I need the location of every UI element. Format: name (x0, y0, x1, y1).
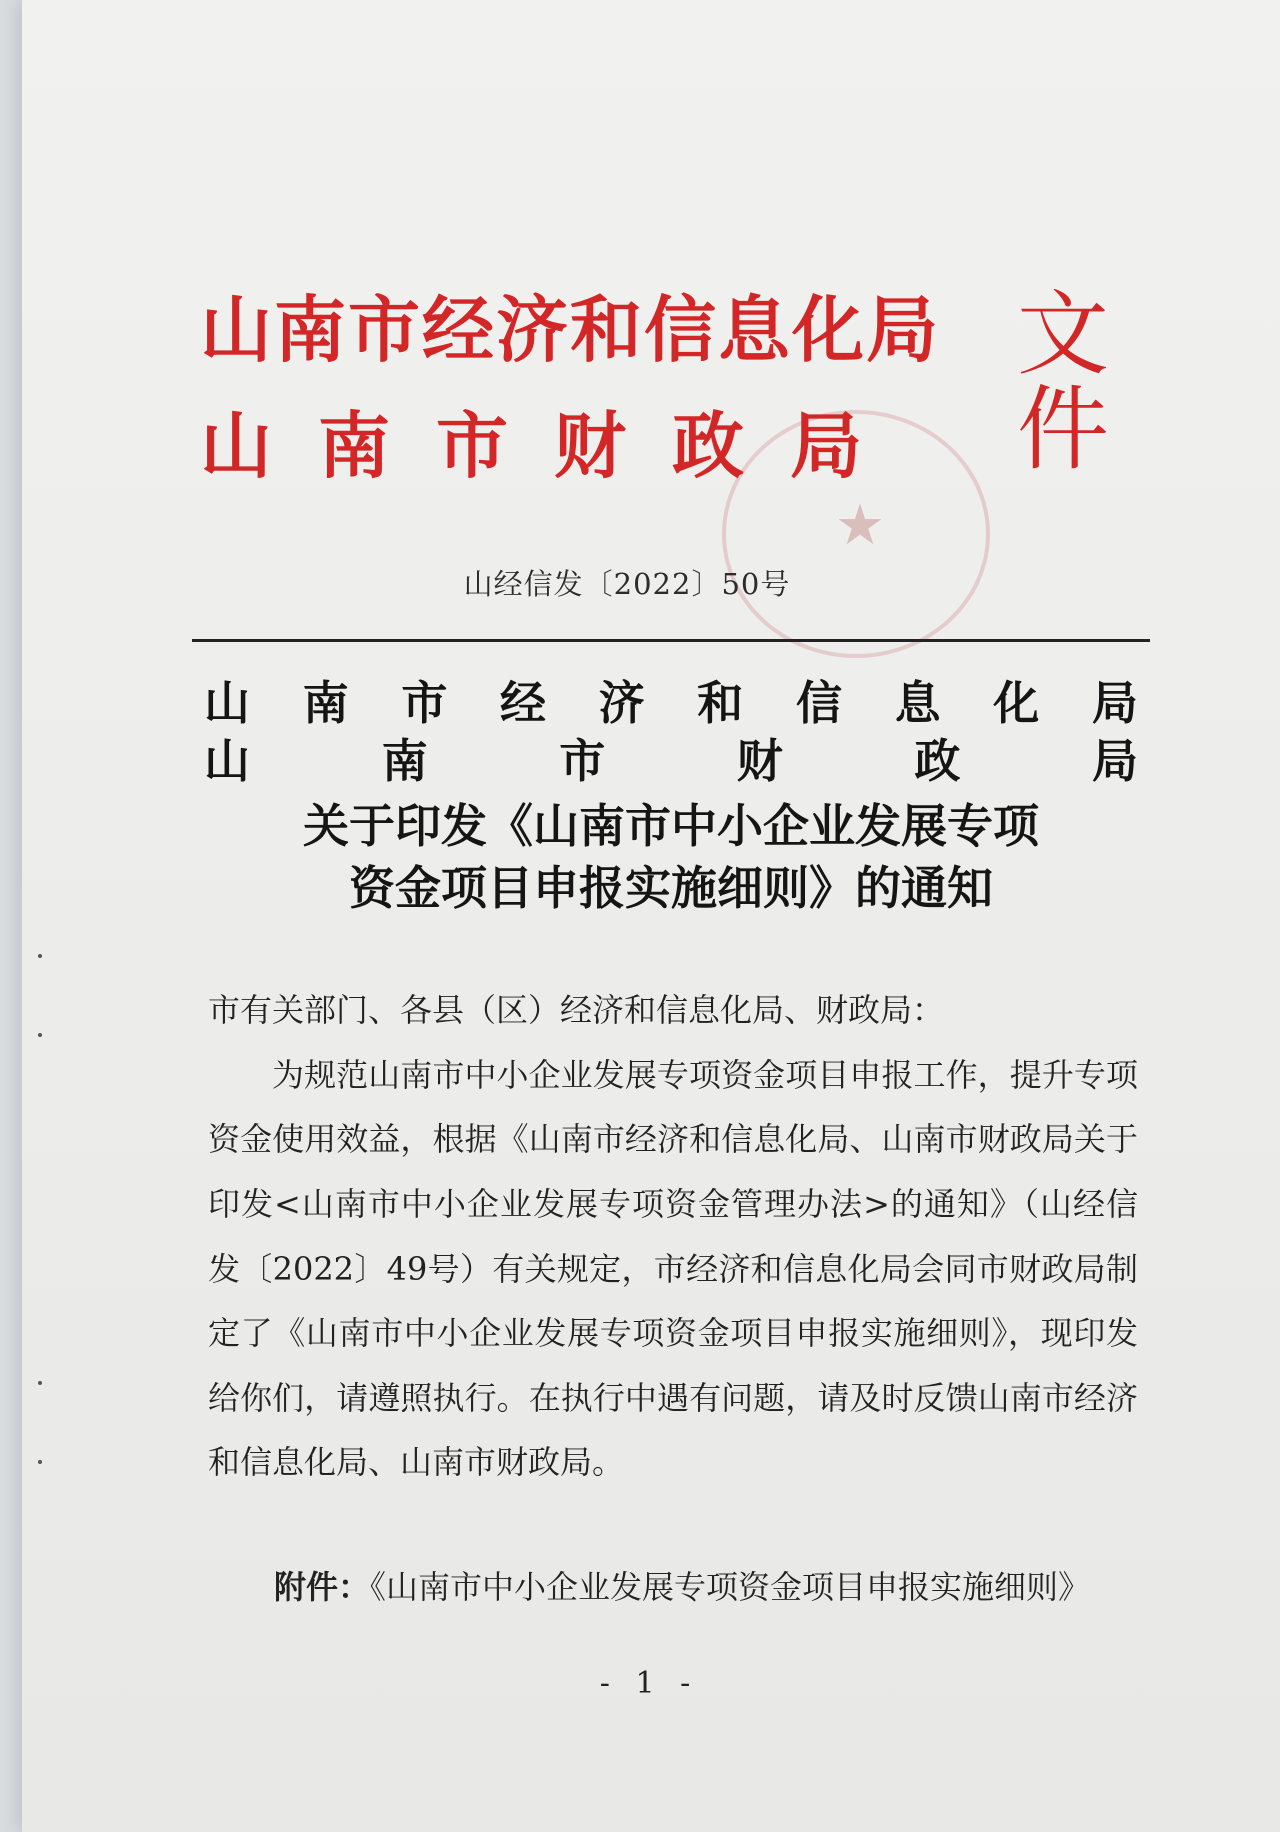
attachment-label: 附件： (274, 1568, 371, 1606)
attachment-line (274, 1562, 1134, 1608)
body-paragraph: 为规范山南市中小企业发展专项资金项目申报工作，提升专项资金使用效益，根据《山南市经济和信息化局、山南市财政局关于印发<山南市中小企业发展专项资金管理办法>的通知》（山经信发〔2022〕49号）有关规定，市经济和信息化局会同市财政局制定了《山南市中小企业发展专项资金项目申报实施细则》，现印发给你们，请遵照执行。在执行中遇有问题，请及时反馈山南市经济和信息化局、山南市财政局。 (208, 1055, 1138, 1482)
issuer-character: 局 (1091, 676, 1138, 730)
issuer-character: 山 (204, 733, 250, 788)
issuer-line-2 (204, 733, 1138, 791)
issuer-character: 经 (499, 676, 546, 730)
issuer-character: 信 (795, 676, 842, 730)
issuer-character: 南 (302, 676, 349, 730)
title-line-1: 关于印发《山南市中小企业发展专项 (303, 798, 1039, 853)
issuer-character: 化 (993, 676, 1040, 730)
paper-edge-mark (38, 1033, 42, 1037)
notice-title (204, 675, 1138, 919)
salutation: 市有关部门、各县（区）经济和信息化局、财政局： (208, 991, 945, 1029)
issuer-character: 济 (598, 676, 645, 730)
document-page (22, 0, 1280, 1832)
attachment-title: 《山南市中小企业发展专项资金项目申报实施细则》 (370, 1568, 1091, 1606)
issuer-character: 政 (914, 733, 961, 788)
issuer-character: 财 (736, 733, 783, 788)
issuer-character: 市 (559, 733, 606, 788)
agency-line-1: 山南市经济和信息化局 (200, 287, 941, 372)
issuer-character: 局 (1091, 733, 1138, 788)
issuer-line-1 (204, 675, 1138, 733)
notice-body (208, 978, 1138, 1495)
seal-star-icon: ★ (834, 493, 886, 558)
document-number: 山经信发〔2022〕50号 (463, 567, 791, 601)
paper-edge-mark (38, 1460, 42, 1464)
issuer-character: 山 (204, 676, 250, 730)
issuer-character: 和 (697, 676, 744, 730)
paper-edge-mark (38, 954, 42, 958)
issuer-character: 市 (401, 676, 448, 730)
issuer-character: 南 (381, 733, 428, 788)
title-line-2: 资金项目申报实施细则》的通知 (349, 861, 993, 915)
issuer-character: 息 (894, 676, 941, 730)
document-word: 文件 (1016, 281, 1109, 483)
red-header (200, 280, 1120, 510)
header-divider (192, 639, 1150, 642)
page-number: - 1 - (599, 1666, 699, 1701)
paper-edge-mark (38, 1381, 42, 1385)
agency-line-2: 山南市财政局 (200, 403, 909, 488)
